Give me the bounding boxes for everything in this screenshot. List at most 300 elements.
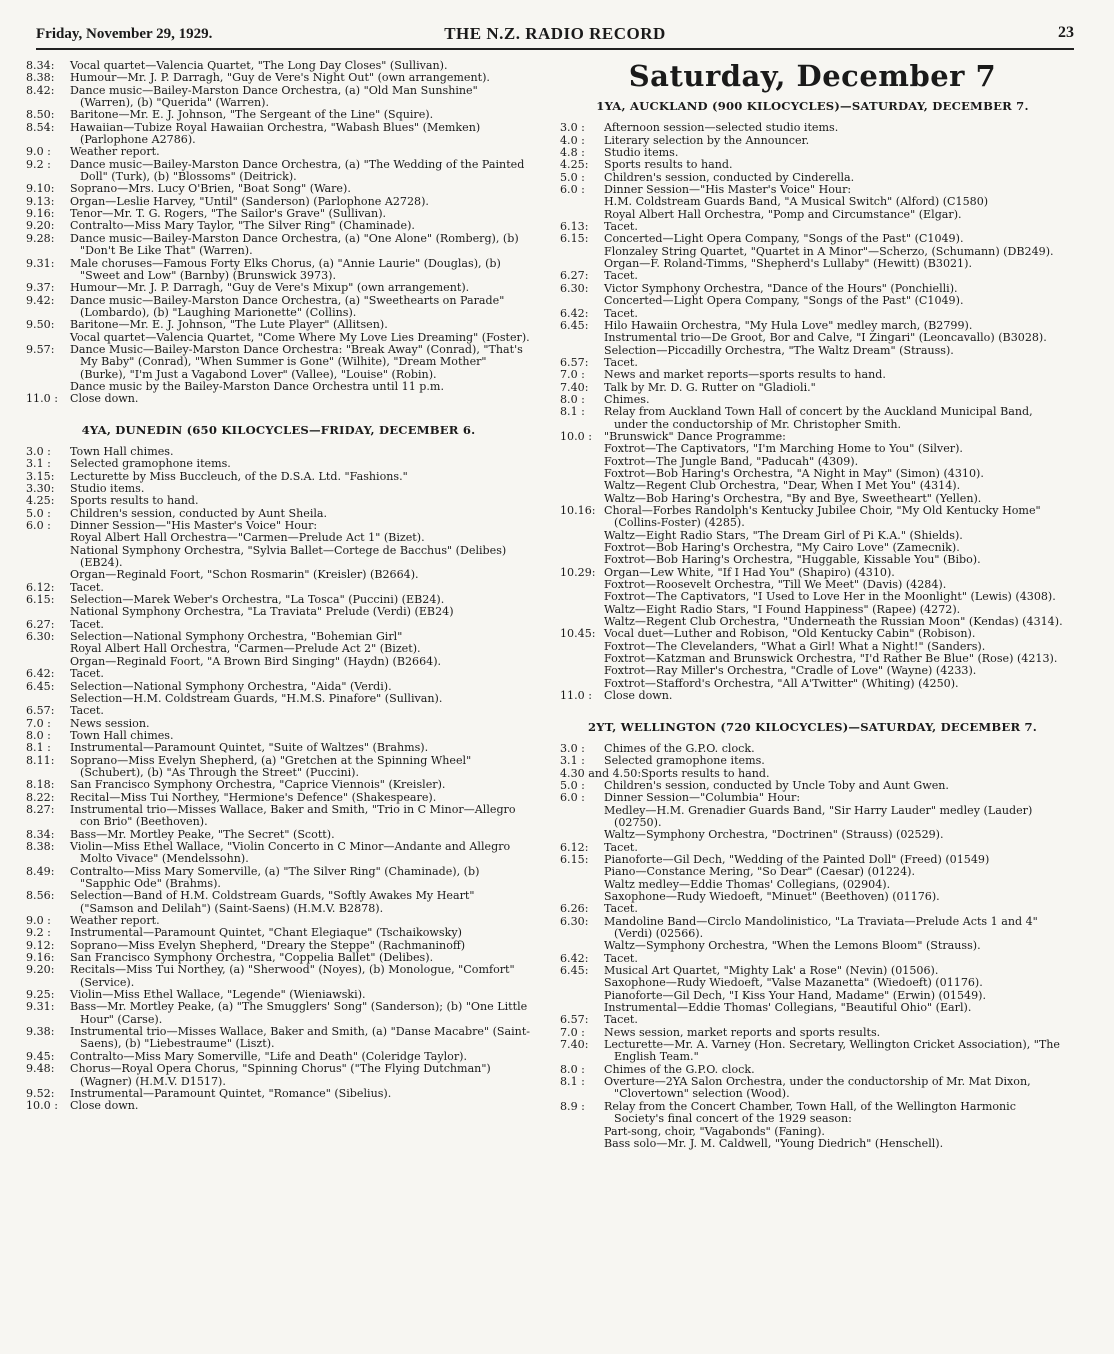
- left-column: [26, 60, 531, 1113]
- entry-time: 9.2 :: [26, 157, 51, 171]
- entry-text: Part-song, choir, "Vagabonds" (Faning).: [604, 1124, 825, 1138]
- programme-entry: [26, 545, 531, 570]
- entry-time: 11.0 :: [26, 392, 58, 406]
- entry-text: Chimes of the G.P.O. clock.: [604, 741, 755, 755]
- entry-text: Piano—Constance Mering, "So Dear" (Caesar) (01224).: [604, 865, 915, 879]
- entry-time: 9.0 :: [26, 145, 51, 159]
- entry-text: Instrumental—Paramount Quintet, "Suite of Waltzes" (Brahms).: [70, 741, 429, 755]
- programme-entry: [560, 1076, 1065, 1101]
- entry-time: 4.0 :: [560, 133, 585, 147]
- entry-time: 8.38:: [26, 71, 55, 85]
- entry-time: 6.15:: [560, 852, 589, 866]
- entry-text: Baritone—Mr. E. J. Johnson, "The Lute Player" (Allitsen).: [70, 318, 388, 332]
- entry-time: 9.48:: [26, 1062, 55, 1076]
- entry-text: Tacet.: [604, 355, 638, 369]
- entry-time: 6.0 :: [26, 519, 51, 533]
- entry-time: 9.31:: [26, 256, 55, 270]
- entry-text: Humour—Mr. J. P. Darragh, "Guy de Vere's Mixup" (own arrangement).: [70, 281, 470, 295]
- entry-text: Concerted—Light Opera Company, "Songs of the Past" (C1049).: [604, 294, 964, 308]
- programme-entry: [26, 183, 531, 195]
- entry-text: Foxtrot—Roosevelt Orchestra, "Till We Meet" (Davis) (4284).: [604, 578, 947, 592]
- entry-time: 3.1 :: [26, 457, 51, 471]
- entry-time: 9.52:: [26, 1086, 55, 1100]
- entry-time: 9.37:: [26, 281, 55, 295]
- entry-time: 8.34:: [26, 59, 55, 72]
- entry-time: 6.57:: [26, 704, 55, 718]
- programme-entry: [560, 940, 1065, 952]
- entry-time: 8.1 :: [560, 405, 585, 419]
- entry-time: 9.57:: [26, 342, 55, 356]
- entry-text: Town Hall chimes.: [70, 444, 174, 458]
- entry-text: Tacet.: [70, 704, 104, 718]
- programme-entry: [560, 270, 1065, 282]
- entry-time: 9.2 :: [26, 926, 51, 940]
- entry-time: 8.9 :: [560, 1099, 585, 1113]
- entry-time: 8.54:: [26, 120, 55, 134]
- entry-time: 6.12:: [560, 840, 589, 854]
- entry-time: 6.0 :: [560, 791, 585, 805]
- entry-time: 6.42:: [560, 951, 589, 965]
- entry-time: 9.31:: [26, 1000, 55, 1014]
- station-heading-4ya: 4YA, DUNEDIN (650 KILOCYCLES—FRIDAY, DECEMBER 6.: [81, 422, 476, 437]
- entry-time: 5.0 :: [560, 170, 585, 184]
- entry-text: Royal Albert Hall Orchestra, "Pomp and Circumstance" (Elgar).: [604, 207, 962, 221]
- programme-entry: [560, 159, 1065, 171]
- entry-text: Tacet.: [604, 269, 638, 283]
- entry-time: 4.25:: [560, 158, 589, 172]
- entry-time: 10.0 :: [26, 1099, 58, 1113]
- entry-text: Weather report.: [70, 145, 160, 159]
- entry-time: 6.0 :: [560, 183, 585, 197]
- entry-time: 10.29:: [560, 565, 596, 579]
- programme-entry: [26, 458, 531, 470]
- programme-entry: [26, 282, 531, 294]
- entry-text: Tacet.: [70, 667, 104, 681]
- programme-entry: [26, 681, 531, 693]
- entry-text: Close down.: [70, 1099, 139, 1113]
- entry-time: 4.30 and 4.50:: [560, 766, 642, 780]
- entry-text: Hilo Hawaiin Orchestra, "My Hula Love" medley march, (B2799).: [604, 318, 973, 332]
- programme-entry: [26, 779, 531, 791]
- entry-text: Town Hall chimes.: [70, 728, 174, 742]
- entry-text: Foxtrot—Bob Haring's Orchestra, "Huggable, Kissable You" (Bibo).: [604, 553, 981, 567]
- programme-entry: [26, 606, 531, 618]
- 4ya-programme: [26, 446, 531, 1113]
- entry-time: 8.18:: [26, 778, 55, 792]
- entry-text: Vocal quartet—Valencia Quartet, "Come Where My Love Lies Dreaming" (Foster).: [70, 330, 530, 344]
- programme-entry: [26, 705, 531, 717]
- right-column: [560, 60, 1065, 1150]
- entry-text: Selection—National Symphony Orchestra, "Aida" (Verdi).: [70, 679, 392, 693]
- entry-text: Selection—H.M. Coldstream Guards, "H.M.S. Pinafore" (Sullivan).: [70, 691, 443, 705]
- entry-text: Waltz—Bob Haring's Orchestra, "By and Bye, Sweetheart" (Yellen).: [604, 491, 982, 505]
- entry-text: Foxtrot—The Captivators, "I'm Marching Home to You" (Silver).: [604, 442, 963, 456]
- entry-text: Chorus—Royal Opera Chorus, "Spinning Chorus" ("The Flying Dutchman") (Wagner) (H.M.V. D1517).: [70, 1062, 491, 1088]
- entry-time: 9.42:: [26, 293, 55, 307]
- programme-entry: [26, 964, 531, 989]
- entry-time: 9.20:: [26, 963, 55, 977]
- entry-text: Tenor—Mr. T. G. Rogers, "The Sailor's Grave" (Sullivan).: [70, 207, 387, 221]
- entry-text: Tacet.: [604, 902, 638, 916]
- entry-time: 8.0 :: [560, 1062, 585, 1076]
- entry-text: News session, market reports and sports results.: [604, 1025, 881, 1039]
- programme-entry: [560, 122, 1065, 134]
- entry-text: Flonzaley String Quartet, "Quartet in A Minor"—Scherzo, (Schumann) (DB249).: [604, 244, 1054, 258]
- entry-text: Studio items.: [604, 146, 679, 160]
- programme-entry: [26, 85, 531, 110]
- entry-text: Instrumental trio—Misses Wallace, Baker and Smith, (a) "Danse Macabre" (Saint-Saens), (b) "Liebestraume" (Liszt).: [70, 1025, 531, 1051]
- programme-entry: [26, 159, 531, 184]
- programme-entry: [26, 344, 531, 381]
- entry-text: Dinner Session—"His Master's Voice" Hour:: [604, 183, 852, 197]
- entry-text: Close down.: [604, 689, 673, 703]
- programme-entry: [560, 628, 1065, 640]
- publication-title: THE N.Z. RADIO RECORD: [444, 24, 666, 43]
- entry-time: 10.0 :: [560, 429, 592, 443]
- programme-entry: [560, 480, 1065, 492]
- programme-entry: [26, 890, 531, 915]
- entry-text: Foxtrot—Stafford's Orchestra, "All A'Twitter" (Whiting) (4250).: [604, 676, 959, 690]
- entry-time: 6.45:: [26, 679, 55, 693]
- entry-time: 7.40:: [560, 1038, 589, 1052]
- entry-time: 3.15:: [26, 469, 55, 483]
- programme-entry: [560, 369, 1065, 381]
- programme-entry: [560, 805, 1065, 830]
- friday-programme-continued: [26, 60, 531, 406]
- programme-entry: [26, 495, 531, 507]
- entry-text: Musical Art Quartet, "Mighty Lak' a Rose" (Nevin) (01506).: [604, 964, 939, 978]
- entry-time: 3.0 :: [560, 121, 585, 135]
- entry-text: Royal Albert Hall Orchestra—"Carmen—Prelude Act 1" (Bizet).: [70, 531, 425, 545]
- entry-time: 8.50:: [26, 108, 55, 122]
- entry-text: Dance music by the Bailey-Marston Dance Orchestra until 11 p.m.: [70, 379, 444, 393]
- entry-time: 9.0 :: [26, 914, 51, 928]
- entry-time: 4.25:: [26, 494, 55, 508]
- entry-time: 11.0 :: [560, 689, 592, 703]
- entry-text: Contralto—Miss Mary Somerville, (a) "The Silver Ring" (Chaminade), (b) "Sapphic Ode" (Brahms).: [70, 864, 480, 890]
- programme-entry: [560, 308, 1065, 320]
- entry-time: 7.40:: [560, 380, 589, 394]
- programme-entry: [26, 755, 531, 780]
- programme-entry: [26, 668, 531, 680]
- programme-entry: [26, 927, 531, 939]
- entry-text: Humour—Mr. J. P. Darragh, "Guy de Vere's Night Out" (own arrangement).: [70, 71, 490, 85]
- programme-entry: [26, 109, 531, 121]
- entry-text: Saxophone—Rudy Wiedoeft, "Minuet" (Beethoven) (01176).: [604, 889, 940, 903]
- entry-time: 8.42:: [26, 83, 55, 97]
- entry-time: 6.15:: [560, 232, 589, 246]
- entry-text: Waltz medley—Eddie Thomas' Collegians, (02904).: [604, 877, 891, 891]
- entry-text: Dance music—Bailey-Marston Dance Orchestra, (a) "Old Man Sunshine" (Warren), (b) "Querida" (Warren).: [70, 83, 478, 110]
- programme-entry: [26, 532, 531, 544]
- programme-entry: [26, 1100, 531, 1112]
- entry-time: 9.38:: [26, 1025, 55, 1039]
- programme-entry: [26, 220, 531, 232]
- entry-time: 8.38:: [26, 839, 55, 853]
- entry-time: 6.45:: [560, 318, 589, 332]
- programme-entry: [26, 233, 531, 258]
- entry-text: Waltz—Symphony Orchestra, "When the Lemons Bloom" (Strauss).: [604, 939, 981, 953]
- entry-text: Tacet.: [604, 840, 638, 854]
- entry-text: Dance Music—Bailey-Marston Dance Orchestra: "Break Away" (Conrad), "That's My Baby" (Conrad), "When Summer is Gone" (Wilhite), "Dream Mother" (Burke), "I'm Just a Vagabond Lover" (Vallee), "Louise" (Robin).: [70, 342, 523, 381]
- entry-text: Foxtrot—Katzman and Brunswick Orchestra, "I'd Rather Be Blue" (Rose) (4213).: [604, 652, 1058, 666]
- entry-text: Foxtrot—Bob Haring's Orchestra, "A Night in May" (Simon) (4310).: [604, 466, 984, 480]
- entry-text: Recital—Miss Tui Northey, "Hermione's Defence" (Shakespeare).: [70, 790, 437, 804]
- entry-time: 6.30:: [560, 281, 589, 295]
- programme-entry: [560, 554, 1065, 566]
- entry-text: News and market reports—sports results to hand.: [604, 368, 886, 382]
- entry-text: Selection—Piccadilly Orchestra, "The Waltz Dream" (Strauss).: [604, 343, 954, 357]
- entry-text: Waltz—Regent Club Orchestra, "Underneath the Russian Moon" (Kendas) (4314).: [604, 615, 1063, 629]
- entry-time: 6.13:: [560, 220, 589, 234]
- programme-entry: [560, 977, 1065, 989]
- entry-text: Waltz—Symphony Orchestra, "Doctrinen" (Strauss) (02529).: [604, 828, 944, 842]
- programme-entry: [560, 903, 1065, 915]
- entry-text: Selection—National Symphony Orchestra, "Bohemian Girl": [70, 630, 403, 644]
- entry-text: Chimes.: [604, 392, 650, 406]
- entry-text: Relay from Auckland Town Hall of concert by the Auckland Municipal Band, under the conductorship of Mr. Christopher Smith.: [604, 405, 1033, 431]
- entry-text: Lecturette by Miss Buccleuch, of the D.S.A. Ltd. "Fashions.": [70, 469, 408, 483]
- entry-time: 7.0 :: [560, 1025, 585, 1039]
- entry-text: Tacet.: [604, 1013, 638, 1027]
- entry-text: Instrumental trio—De Groot, Bor and Calve, "I Zingari" (Leoncavallo) (B3028).: [604, 331, 1047, 345]
- entry-time: 9.28:: [26, 231, 55, 245]
- entry-time: 6.12:: [26, 580, 55, 594]
- programme-entry: [560, 1014, 1065, 1026]
- issue-date: Friday, November 29, 1929.: [36, 26, 213, 42]
- entry-text: Waltz—Eight Radio Stars, "The Dream Girl of Pi K.A." (Shields).: [604, 528, 963, 542]
- entry-text: Instrumental—Eddie Thomas' Collegians, "Beautiful Ohio" (Earl).: [604, 1001, 972, 1015]
- entry-text: Foxtrot—The Clevelanders, "What a Girl! What a Night!" (Sanders).: [604, 639, 986, 653]
- programme-entry: [560, 1126, 1065, 1138]
- entry-time: 6.30:: [26, 630, 55, 644]
- entry-text: Organ—Lew White, "If I Had You" (Shapiro) (4310).: [604, 565, 895, 579]
- entry-time: 6.42:: [26, 667, 55, 681]
- programme-entry: [26, 258, 531, 283]
- programme-entry: [560, 665, 1065, 677]
- day-title: Saturday, December 7: [628, 59, 997, 93]
- entry-text: Foxtrot—Ray Miller's Orchestra, "Cradle of Love" (Wayne) (4233).: [604, 664, 977, 678]
- entry-time: 8.34:: [26, 827, 55, 841]
- entry-time: 8.11:: [26, 753, 55, 767]
- entry-time: 8.1 :: [26, 741, 51, 755]
- entry-time: 6.30:: [560, 914, 589, 928]
- entry-time: 9.45:: [26, 1049, 55, 1063]
- entry-time: 8.56:: [26, 889, 55, 903]
- programme-entry: [560, 916, 1065, 941]
- entry-text: Bass—Mr. Mortley Peake, "The Secret" (Scott).: [70, 827, 335, 841]
- programme-entry: [26, 72, 531, 84]
- entry-text: Close down.: [70, 392, 139, 406]
- entry-text: Organ—F. Roland-Timms, "Shepherd's Lullaby" (Hewitt) (B3021).: [604, 257, 972, 271]
- station-heading-2yt: 2YT, WELLINGTON (720 KILOCYCLES)—SATURDAY, DECEMBER 7.: [587, 719, 1038, 734]
- entry-text: Tacet.: [604, 306, 638, 320]
- entry-text: Soprano—Miss Evelyn Shepherd, "Dreary the Steppe" (Rachmaninoff): [70, 938, 466, 952]
- entry-text: Dance music—Bailey-Marston Dance Orchestra, (a) "One Alone" (Romberg), (b) "Don't Be Like That" (Warren).: [70, 231, 519, 258]
- entry-time: 3.30:: [26, 482, 55, 495]
- programme-entry: [560, 792, 1065, 804]
- programme-entry: [560, 1039, 1065, 1064]
- programme-entry: [26, 866, 531, 891]
- station-heading-1ya: 1YA, AUCKLAND (900 KILOCYCLES)—SATURDAY, DECEMBER 7.: [596, 99, 1029, 113]
- entry-text: Dinner Session—"His Master's Voice" Hour:: [70, 519, 318, 533]
- entry-text: Bass—Mr. Mortley Peake, (a) "The Smugglers' Song" (Sanderson); (b) "One Little Hour" (Carse).: [70, 1000, 528, 1026]
- page-number: 23: [1058, 24, 1074, 41]
- programme-entry: [26, 643, 531, 655]
- entry-text: Sports results to hand.: [641, 766, 770, 780]
- entry-time: 9.16:: [26, 207, 55, 221]
- programme-entry: [560, 755, 1065, 767]
- entry-text: Violin—Miss Ethel Wallace, "Legende" (Wieniawski).: [70, 988, 366, 1002]
- entry-text: Children's session, conducted by Cinderella.: [604, 170, 855, 184]
- entry-text: Pianoforte—Gil Dech, "I Kiss Your Hand, Madame" (Erwin) (01549).: [604, 988, 987, 1002]
- entry-time: 9.13:: [26, 194, 55, 208]
- entry-text: Concerted—Light Opera Company, "Songs of the Past" (C1049).: [604, 232, 964, 246]
- programme-entry: [560, 332, 1065, 344]
- entry-time: 8.49:: [26, 864, 55, 878]
- entry-time: 7.0 :: [26, 716, 51, 730]
- programme-entry: [26, 1001, 531, 1026]
- entry-time: 9.12:: [26, 938, 55, 952]
- entry-text: Weather report.: [70, 914, 160, 928]
- entry-time: 6.27:: [560, 269, 589, 283]
- entry-text: Talk by Mr. D. G. Rutter on "Gladioli.": [604, 380, 816, 394]
- entry-text: Tacet.: [70, 617, 104, 631]
- programme-entry: [560, 196, 1065, 208]
- entry-text: San Francisco Symphony Orchestra, "Coppelia Ballet" (Delibes).: [70, 951, 434, 965]
- entry-time: 8.1 :: [560, 1075, 585, 1089]
- entry-text: Selected gramophone items.: [70, 457, 231, 471]
- entry-text: Instrumental—Paramount Quintet, "Chant Elegiaque" (Tschaikowsky): [70, 926, 462, 940]
- entry-text: Hawaiian—Tubize Royal Hawaiian Orchestra, "Wabash Blues" (Memken) (Parlophone A2786).: [70, 120, 481, 147]
- programme-entry: [560, 233, 1065, 245]
- entry-text: Chimes of the G.P.O. clock.: [604, 1062, 755, 1076]
- entry-text: Contralto—Miss Mary Taylor, "The Silver Ring" (Chaminade).: [70, 219, 415, 233]
- programme-entry: [560, 690, 1065, 702]
- programme-entry: [560, 866, 1065, 878]
- entry-time: 6.26:: [560, 902, 589, 916]
- programme-entry: [560, 443, 1065, 455]
- entry-text: Selection—Band of H.M. Coldstream Guards, "Softly Awakes My Heart" ("Samson and Delilah") (Saint-Saens) (H.M.V. B2878).: [70, 889, 475, 915]
- entry-text: Waltz—Eight Radio Stars, "I Found Happiness" (Rapee) (4272).: [604, 602, 961, 616]
- entry-time: 8.22:: [26, 790, 55, 804]
- entry-time: 6.27:: [26, 617, 55, 631]
- entry-text: Vocal duet—Luther and Robison, "Old Kentucky Cabin" (Robison).: [604, 627, 976, 641]
- entry-text: Sports results to hand.: [604, 158, 733, 172]
- programme-entry: [560, 591, 1065, 603]
- entry-text: "Brunswick" Dance Programme:: [604, 429, 786, 443]
- entry-text: Medley—H.M. Grenadier Guards Band, "Sir Harry Lauder" medley (Lauder) (02750).: [604, 803, 1033, 829]
- programme-entry: [26, 742, 531, 754]
- entry-time: 8.0 :: [26, 728, 51, 742]
- entry-time: 9.10:: [26, 182, 55, 196]
- entry-text: Foxtrot—The Jungle Band, "Paducah" (4309).: [604, 454, 859, 468]
- entry-text: Afternoon session—selected studio items.: [604, 121, 839, 135]
- entry-text: Dinner Session—"Columbia" Hour:: [604, 791, 801, 805]
- entry-text: Tacet.: [604, 951, 638, 965]
- entry-text: National Symphony Orchestra, "Sylvia Ballet—Cortege de Bacchus" (Delibes) (EB24).: [70, 543, 507, 570]
- entry-time: 6.45:: [560, 964, 589, 978]
- entry-text: Sports results to hand.: [70, 494, 199, 508]
- entry-time: 6.42:: [560, 306, 589, 320]
- entry-text: Children's session, conducted by Uncle Toby and Aunt Gwen.: [604, 778, 949, 792]
- programme-entry: [26, 122, 531, 147]
- entry-text: Organ—Reginald Foort, "Schon Rosmarin" (Kreisler) (B2664).: [70, 568, 419, 582]
- programme-entry: [26, 319, 531, 331]
- 1ya-programme: [560, 122, 1065, 702]
- entry-time: 9.50:: [26, 318, 55, 332]
- entry-text: Contralto—Miss Mary Somerville, "Life and Death" (Coleridge Taylor).: [70, 1049, 468, 1063]
- entry-time: 3.0 :: [560, 741, 585, 755]
- entry-text: Selection—Marek Weber's Orchestra, "La Tosca" (Puccini) (EB24).: [70, 593, 445, 607]
- entry-time: 9.16:: [26, 951, 55, 965]
- entry-time: 9.25:: [26, 988, 55, 1002]
- entry-time: 9.20:: [26, 219, 55, 233]
- entry-text: Lecturette—Mr. A. Varney (Hon. Secretary, Wellington Cricket Association), "The English Team.": [604, 1038, 1060, 1064]
- masthead: [36, 20, 1074, 50]
- entry-text: H.M. Coldstream Guards Band, "A Musical Switch" (Alford) (C1580): [604, 195, 989, 209]
- entry-time: 3.0 :: [26, 444, 51, 458]
- programme-entry: [26, 841, 531, 866]
- entry-text: Soprano—Miss Evelyn Shepherd, (a) "Gretchen at the Spinning Wheel" (Schubert), (b) "As Through the Street" (Puccini).: [70, 753, 472, 779]
- entry-text: Dance music—Bailey-Marston Dance Orchestra, (a) "The Wedding of the Painted Doll" (Turk), (b) "Blossoms" (Deitrick).: [70, 157, 525, 184]
- entry-text: San Francisco Symphony Orchestra, "Caprice Viennois" (Kreisler).: [70, 778, 446, 792]
- entry-time: 8.0 :: [560, 392, 585, 406]
- entry-time: 3.1 :: [560, 754, 585, 768]
- entry-text: Foxtrot—Bob Haring's Orchestra, "My Cairo Love" (Zamecnik).: [604, 541, 960, 555]
- entry-text: Saxophone—Rudy Wiedoeft, "Valse Mazanetta" (Wiedoeft) (01176).: [604, 976, 983, 990]
- entry-text: Children's session, conducted by Aunt Sheila.: [70, 506, 328, 520]
- entry-time: 5.0 :: [560, 778, 585, 792]
- programme-entry: [26, 1063, 531, 1088]
- entry-text: Waltz—Regent Club Orchestra, "Dear, When I Met You" (4314).: [604, 479, 961, 493]
- entry-time: 7.0 :: [560, 368, 585, 382]
- entry-text: Tacet.: [604, 220, 638, 234]
- programme-entry: [560, 505, 1065, 530]
- entry-text: Baritone—Mr. E. J. Johnson, "The Sergeant of the Line" (Squire).: [70, 108, 434, 122]
- entry-time: 8.27:: [26, 802, 55, 816]
- entry-text: National Symphony Orchestra, "La Traviata" Prelude (Verdi) (EB24): [70, 605, 454, 619]
- entry-text: Dance music—Bailey-Marston Dance Orchestra, (a) "Sweethearts on Parade" (Lombardo), (b) "Laughing Marionette" (Collins).: [70, 293, 505, 319]
- programme-entry: [26, 295, 531, 320]
- entry-text: Male choruses—Famous Forty Elks Chorus, (a) "Annie Laurie" (Douglas), (b) "Sweet and Low" (Barnby) (Brunswick 3973).: [70, 256, 501, 282]
- entry-time: 4.8 :: [560, 146, 585, 160]
- programme-entry: [560, 1101, 1065, 1126]
- entry-text: Instrumental—Paramount Quintet, "Romance" (Sibelius).: [70, 1086, 392, 1100]
- entry-text: Choral—Forbes Randolph's Kentucky Jubilee Choir, "My Old Kentucky Home" (Collins-Foster) (4285).: [604, 504, 1041, 530]
- programme-entry: [26, 146, 531, 158]
- programme-entry: [560, 1138, 1065, 1150]
- entry-text: Organ—Reginald Foort, "A Brown Bird Singing" (Haydn) (B2664).: [70, 654, 442, 668]
- entry-text: Foxtrot—The Captivators, "I Used to Love Her in the Moonlight" (Lewis) (4308).: [604, 590, 1056, 604]
- programme-entry: [560, 295, 1065, 307]
- entry-time: 6.57:: [560, 355, 589, 369]
- entry-text: Overture—2YA Salon Orchestra, under the conductorship of Mr. Mat Dixon, "Clovertown" selection (Wood).: [604, 1075, 1031, 1101]
- entry-text: Selected gramophone items.: [604, 754, 765, 768]
- entry-text: Instrumental trio—Misses Wallace, Baker and Smith, "Trio in C Minor—Allegro con Brio" (Beethoven).: [70, 802, 516, 829]
- programme-entry: [26, 393, 531, 405]
- entry-time: 5.0 :: [26, 506, 51, 520]
- entry-text: Violin—Miss Ethel Wallace, "Violin Concerto in C Minor—Andante and Allegro Molto Vivace" (Mendelssohn).: [70, 839, 511, 866]
- entry-text: Recitals—Miss Tui Northey, (a) "Sherwood" (Noyes), (b) Monologue, "Comfort" (Service).: [70, 963, 515, 989]
- entry-text: Tacet.: [70, 580, 104, 594]
- entry-time: 6.57:: [560, 1013, 589, 1027]
- entry-text: Vocal quartet—Valencia Quartet, "The Long Day Closes" (Sullivan).: [70, 59, 448, 72]
- 2yt-programme: [560, 743, 1065, 1150]
- entry-time: 6.15:: [26, 593, 55, 607]
- programme-entry: [26, 569, 531, 581]
- entry-text: Mandoline Band—Circlo Mandolinistico, "La Traviata—Prelude Acts 1 and 4" (Verdi) (02566).: [604, 914, 1038, 940]
